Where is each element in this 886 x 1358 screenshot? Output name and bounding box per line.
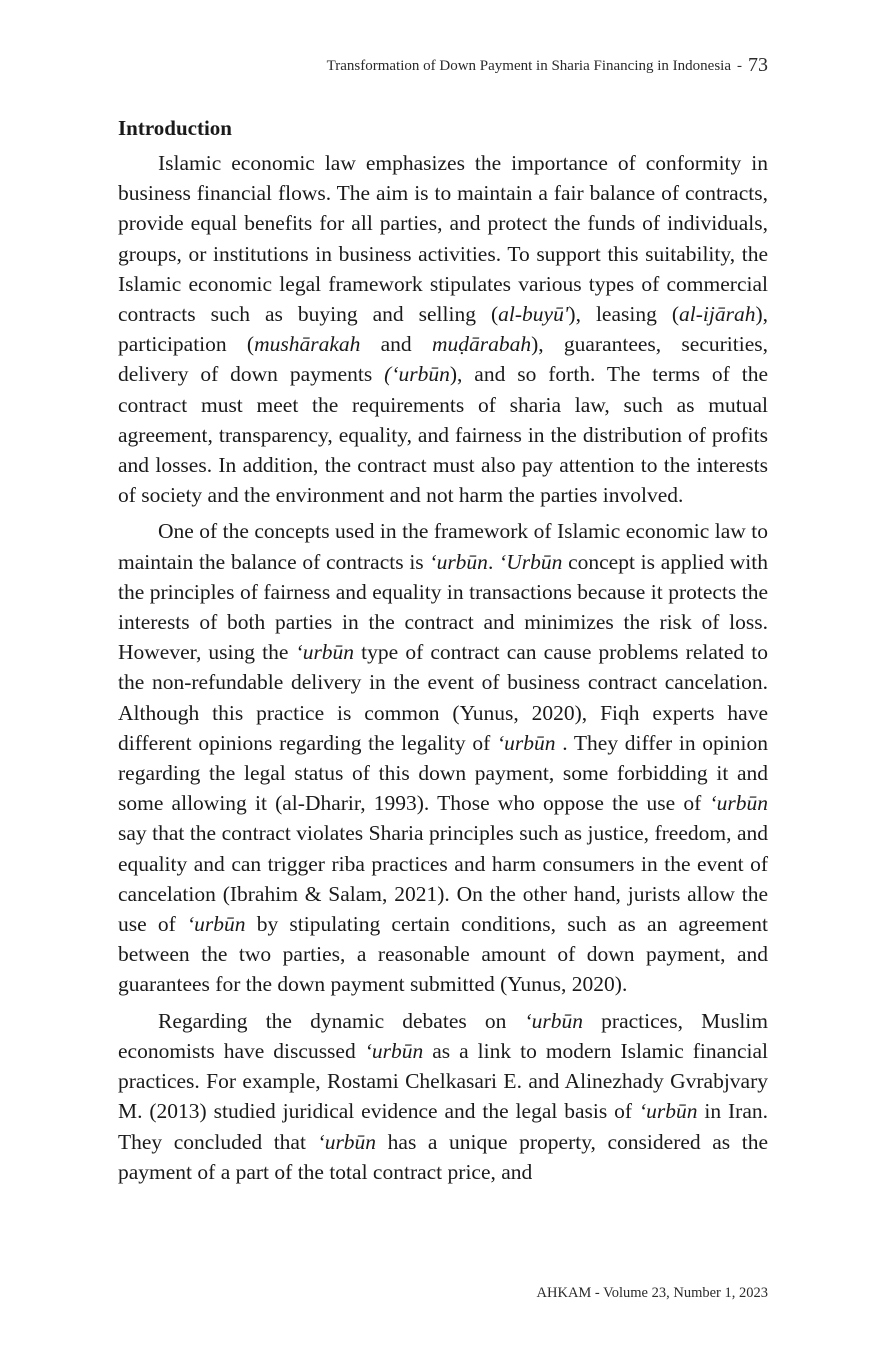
page-number: 73 [748,54,768,76]
text-segment: by stipulating certain conditions, such as an agreement between the two parties, a reasonable amount of down payment, and guarantees for the down payment submitted (Yunus, 2020). [118,912,768,997]
text-segment: type of contract can cause problems related to the non-refundable delivery in the event of business contract cancelation. Although this practice is common (Yunus, 2020), Fiqh experts have different opinions regarding the legality of [118,640,768,755]
italic-term: ‘urbūn [364,1038,424,1063]
italic-term: ‘urbūn [317,1129,377,1154]
text-segment: Islamic economic law emphasizes the importance of conformity in business financial flows. The aim is to maintain a fair balance of contracts, provide equal benefits for all parties, and protect the funds of individuals, groups, or institutions in business activities. To support this suitability, the Islamic economic legal framework stipulates various types of commercial contracts such as buying and selling ( [118,151,768,327]
italic-term: ‘Urbūn [499,549,563,574]
italic-term: ‘urbūn [524,1008,584,1033]
text-segment: . [487,549,500,574]
paragraph-1 [118,148,768,510]
italic-term: al-ijārah [679,302,756,327]
italic-term: muḍārabah [431,332,532,357]
text-segment: ), and so forth. The terms of the contract must meet the requirements of sharia law, such as mutual agreement, transparency, equality, and fairness in the distribution of profits and losses. In addition, the contract must also pay attention to the interests of society and the environment and not harm the parties involved. [118,362,769,508]
text-segment: and [360,332,432,357]
text-segment: Regarding the dynamic debates on [158,1008,525,1033]
italic-term: al-buyū' [498,302,569,327]
text-segment: One of the concepts used in the framework of Islamic economic law to maintain the balance of contracts is [118,519,768,574]
italic-term: ‘urbūn [186,912,246,937]
running-title: Transformation of Down Payment in Sharia Financing in Indonesia [326,58,731,74]
paragraph-2 [118,516,768,999]
text-segment: . They differ in opinion regarding the legal status of this down payment, some forbidding it and some allowing it (al-Dharir, 1993). Those who oppose the use of [118,730,768,816]
text-segment: say that the contract violates Sharia principles such as justice, freedom, and equality and can trigger riba practices and harm consumers in the event of cancelation (Ibrahim & Salam, 2021). On the other hand, jurists allow the use of [118,821,768,937]
journal-footer: AHKAM - Volume 23, Number 1, 2023 [536,1285,768,1301]
text-segment: has a unique property, considered as the payment of a part of the total contract price, and [118,1129,768,1184]
paragraph-3 [118,1006,768,1187]
italic-term: (‘urbūn [384,362,450,387]
text-segment: ), guarantees, securities, delivery of down payments [118,332,768,387]
section-heading: Introduction [118,116,232,140]
text-segment: practices, Muslim economists have discussed [118,1008,768,1063]
italic-term: ‘urbūn [496,730,556,755]
text-segment: as a link to modern Islamic financial practices. For example, Rostami Chelkasari E. and Alinezhady Gvrabjvary M. (2013) studied juridical evidence and the legal basis of [118,1038,768,1124]
header-separator: - [737,58,742,74]
text-segment: in Iran. They concluded that [118,1099,768,1154]
article-body [118,113,768,1187]
italic-term: ‘urbūn [429,549,488,574]
text-segment: ), leasing ( [568,302,679,327]
running-header [118,52,768,79]
text-segment: concept is applied with the principles of fairness and equality in transactions because it protects the interests of both parties in the contract and minimizes the risk of loss. However, using the [118,549,768,665]
italic-term: mushārakah [254,332,361,357]
italic-term: ‘urbūn [638,1099,698,1124]
italic-term: ‘urbūn [295,640,355,665]
italic-term: ‘urbūn [709,791,768,816]
text-segment: ), participation ( [118,302,768,357]
